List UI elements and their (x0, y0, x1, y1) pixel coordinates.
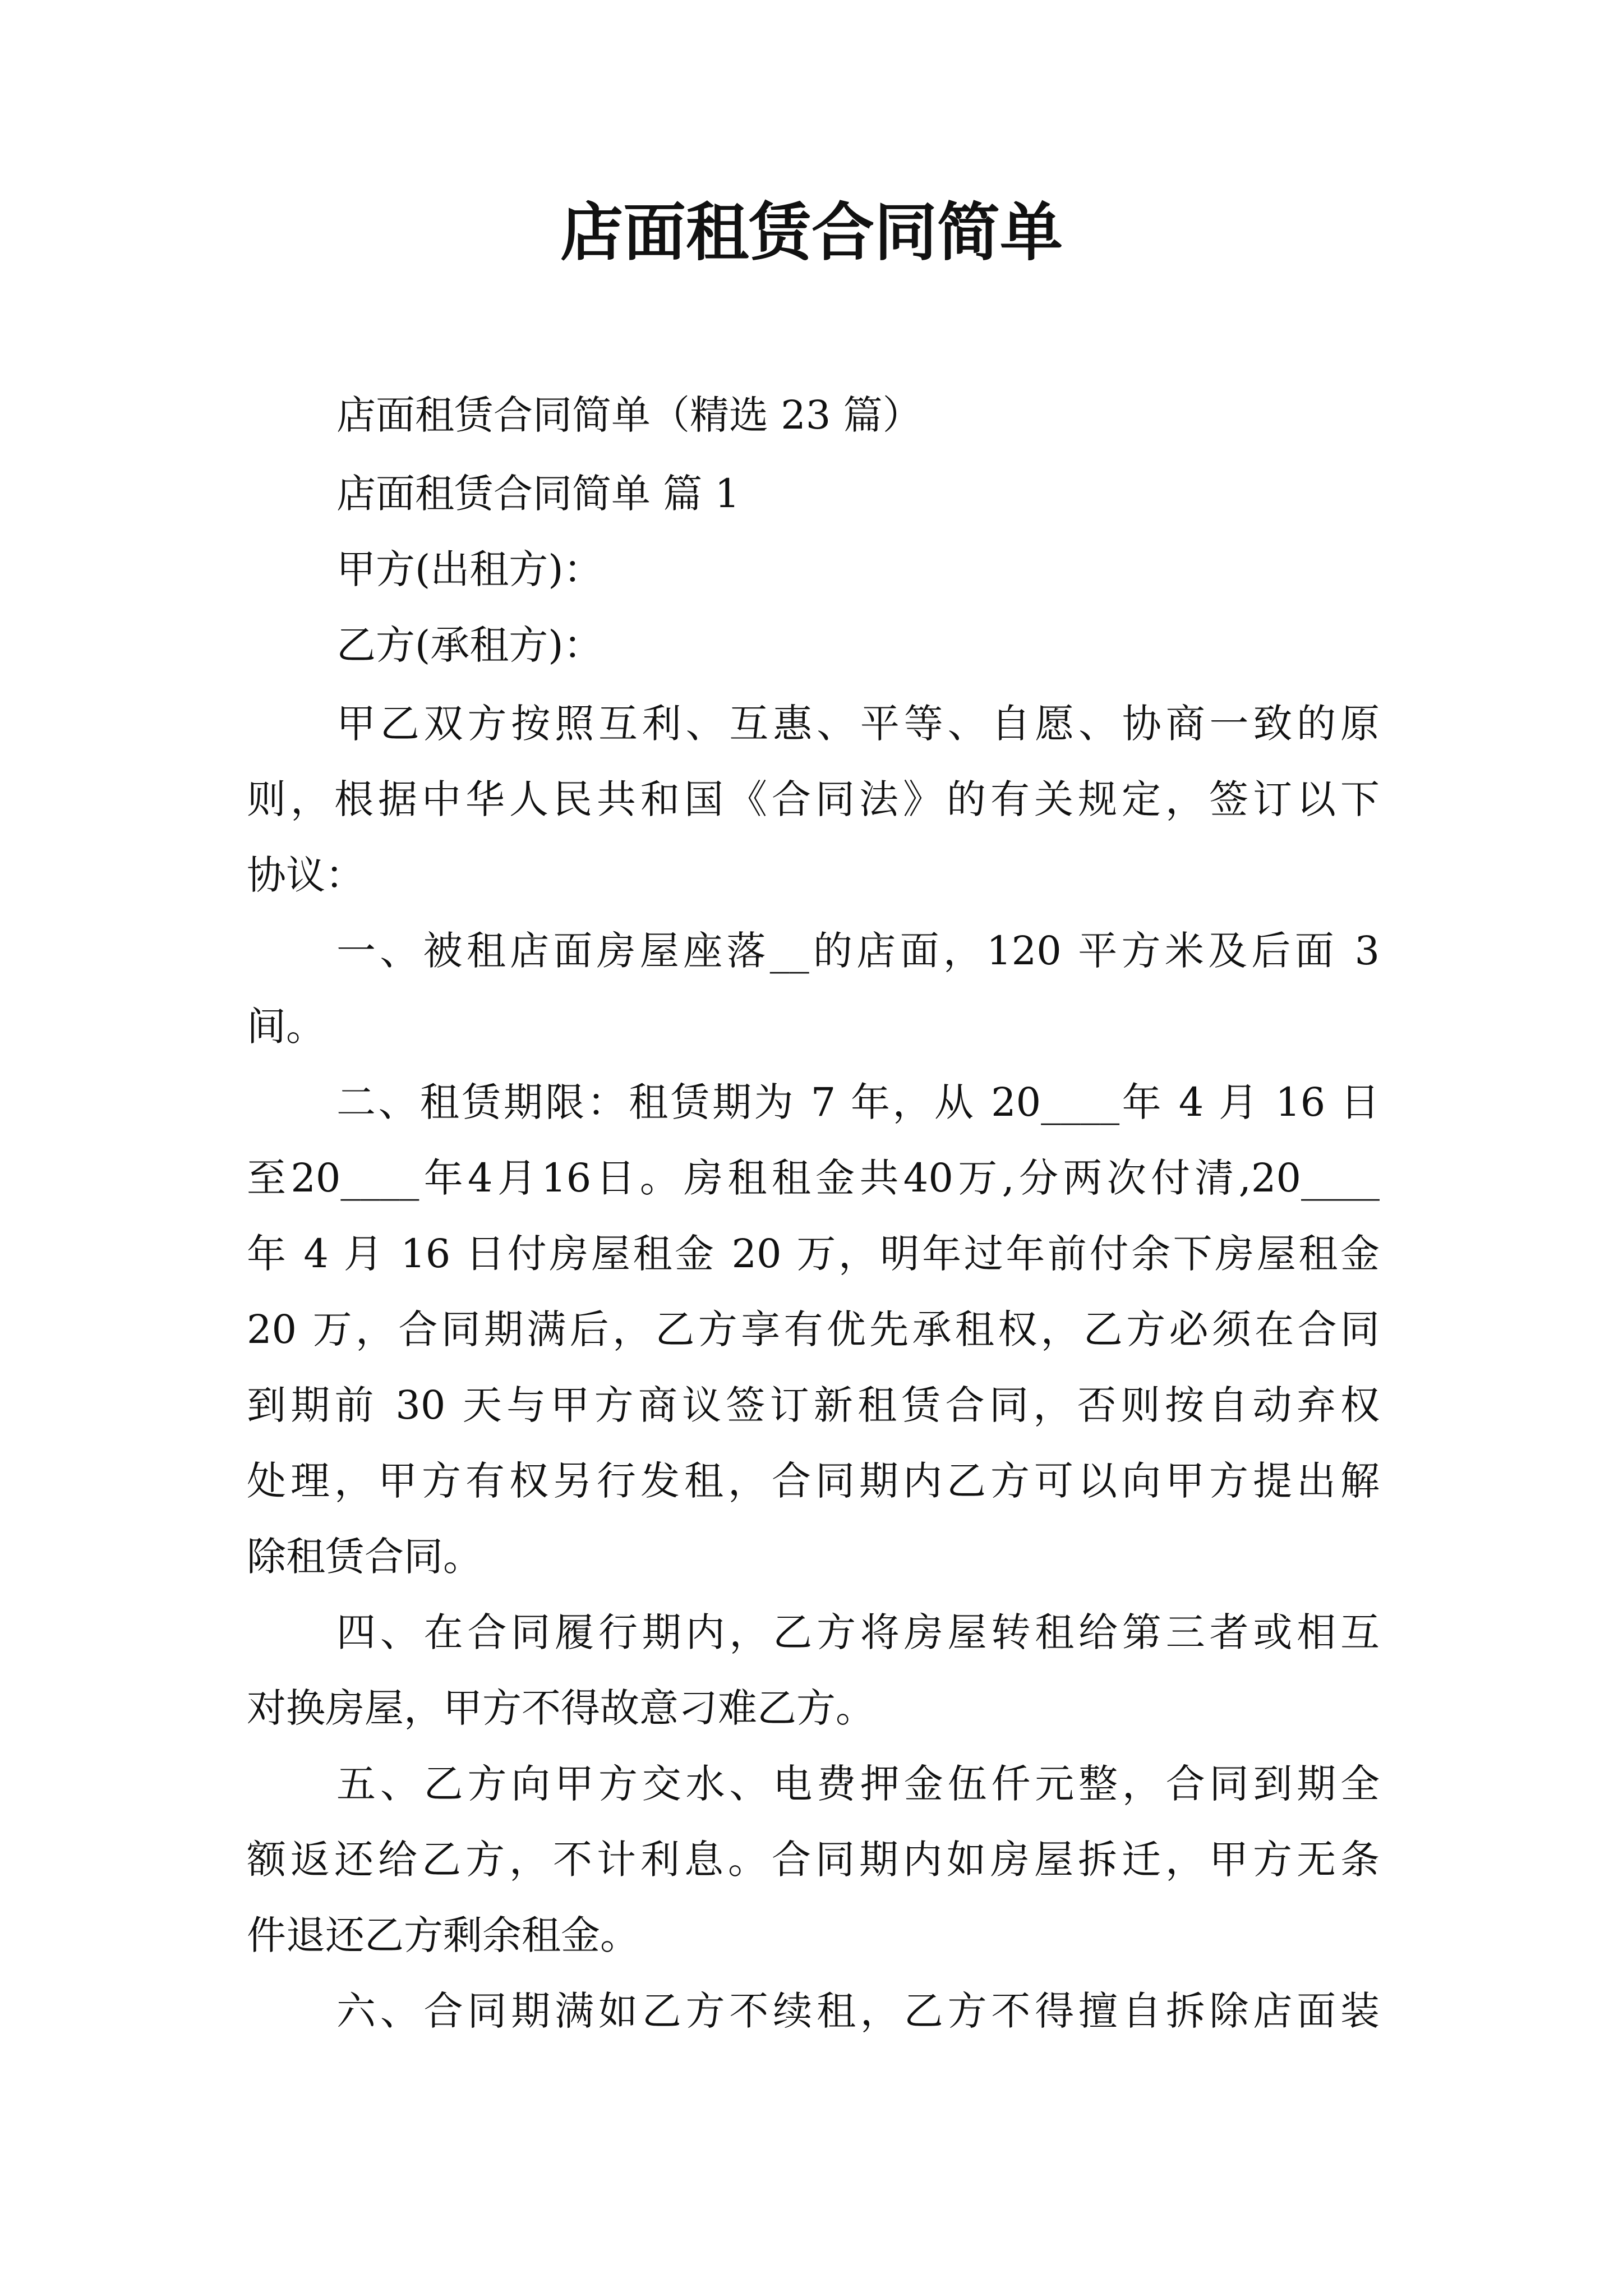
paragraph-preamble-line: 甲乙双方按照互利、互惠、平等、自愿、协商一致的原 (336, 701, 1380, 747)
paragraph-clause-2-line: 处理，甲方有权另行发租，合同期内乙方可以向甲方提出解 (247, 1458, 1380, 1504)
paragraph-clause-2-line: 至20____年4月16日。房租租金共40万,分两次付清,20____ (247, 1155, 1380, 1201)
section-heading: 店面租赁合同简单 篇 1 (336, 471, 740, 517)
paragraph-clause-2-line: 到期前 30 天与甲方商议签订新租赁合同，否则按自动弃权 (247, 1382, 1380, 1428)
paragraph-preamble-line: 则，根据中华人民共和国《合同法》的有关规定，签订以下 (247, 776, 1380, 822)
paragraph-clause-2-line: 除租赁合同。 (247, 1534, 482, 1580)
paragraph-clause-1-line: 一、被租店面房屋座落__的店面，120 平方米及后面 3 (336, 928, 1380, 974)
subtitle-line: 店面租赁合同简单（精选 23 篇） (336, 392, 922, 438)
paragraph-clause-4-line: 四、在合同履行期内，乙方将房屋转租给第三者或相互 (336, 1609, 1380, 1655)
paragraph-clause-1-line: 间。 (247, 1004, 325, 1050)
paragraph-clause-2-line: 20 万，合同期满后，乙方享有优先承租权，乙方必须在合同 (247, 1306, 1380, 1352)
paragraph-clause-5-line: 五、乙方向甲方交水、电费押金伍仟元整，合同到期全 (336, 1761, 1380, 1807)
paragraph-clause-4-line: 对换房屋，甲方不得故意刁难乙方。 (247, 1685, 875, 1731)
paragraph-clause-5-line: 额返还给乙方，不计利息。合同期内如房屋拆迁，甲方无条 (247, 1837, 1380, 1883)
paragraph-clause-6-line: 六、合同期满如乙方不续租，乙方不得擅自拆除店面装 (336, 1988, 1380, 2034)
document-title: 店面租赁合同简单 (560, 196, 1063, 269)
paragraph-preamble-line: 协议： (247, 852, 365, 898)
paragraph-clause-2-line: 二、租赁期限：租赁期为 7 年，从 20____年 4 月 16 日 (336, 1079, 1380, 1125)
party-b-line: 乙方(承租方)： (336, 622, 603, 668)
paragraph-clause-2-line: 年 4 月 16 日付房屋租金 20 万，明年过年前付余下房屋租金 (247, 1231, 1380, 1277)
party-a-line: 甲方(出租方)： (336, 546, 603, 592)
paragraph-clause-5-line: 件退还乙方剩余租金。 (247, 1912, 639, 1958)
